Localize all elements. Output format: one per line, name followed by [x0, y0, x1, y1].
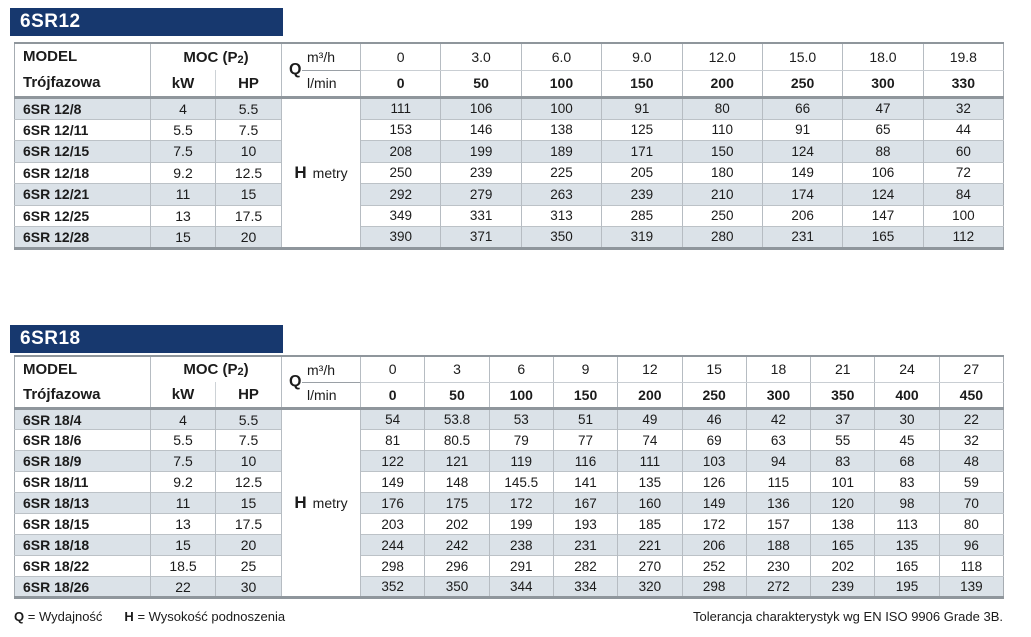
head-value-cell: 176	[361, 493, 425, 514]
flow-m3h-value: 27	[939, 356, 1003, 382]
head-meters-cell	[282, 409, 361, 598]
head-value-cell: 171	[602, 141, 682, 163]
hp-cell: 15	[216, 493, 282, 514]
hp-cell: 5.5	[216, 409, 282, 430]
head-value-cell: 91	[762, 119, 842, 141]
legend-q-text: = Wydajność	[27, 609, 103, 624]
legend-h-symbol: H	[124, 609, 134, 624]
head-value-cell: 119	[489, 451, 553, 472]
kw-cell: 5.5	[151, 119, 216, 141]
head-value-cell: 231	[553, 535, 617, 556]
table-row	[15, 451, 1004, 472]
head-value-cell: 250	[361, 162, 441, 184]
head-value-cell: 157	[746, 514, 810, 535]
head-value-cell: 118	[939, 556, 1003, 577]
head-value-cell: 165	[875, 556, 939, 577]
head-value-cell: 122	[361, 451, 425, 472]
hp-cell: 20	[216, 227, 282, 249]
flow-m3h-value: 18.0	[843, 43, 923, 70]
head-value-cell: 285	[602, 205, 682, 227]
kw-header: kW	[151, 382, 216, 408]
head-value-cell: 124	[843, 184, 923, 206]
flow-m3h-value: 9.0	[602, 43, 682, 70]
head-value-cell: 91	[602, 98, 682, 120]
head-value-cell: 54	[361, 409, 425, 430]
flow-lmin-value: 50	[425, 382, 489, 408]
table-row	[15, 409, 1004, 430]
legend	[14, 609, 307, 624]
head-value-cell: 165	[811, 535, 875, 556]
model-cell: 6SR 12/11	[15, 119, 151, 141]
head-value-cell: 150	[682, 141, 762, 163]
head-value-cell: 189	[521, 141, 601, 163]
flow-lmin-value: 100	[521, 70, 601, 97]
head-value-cell: 46	[682, 409, 746, 430]
legend-h-text: = Wysokość podnoszenia	[137, 609, 286, 624]
head-value-cell: 103	[682, 451, 746, 472]
head-value-cell: 206	[682, 535, 746, 556]
head-value-cell: 37	[811, 409, 875, 430]
q-symbol: Q	[289, 373, 302, 390]
flow-m3h-value: 0	[361, 356, 425, 382]
head-value-cell: 225	[521, 162, 601, 184]
kw-cell: 22	[151, 577, 216, 598]
kw-cell: 11	[151, 493, 216, 514]
head-value-cell: 100	[521, 98, 601, 120]
flow-m3h-value: 3.0	[441, 43, 521, 70]
head-value-cell: 96	[939, 535, 1003, 556]
head-value-cell: 139	[939, 577, 1003, 598]
model-cell: 6SR 18/26	[15, 577, 151, 598]
kw-cell: 9.2	[151, 162, 216, 184]
head-value-cell: 195	[875, 577, 939, 598]
flow-m3h-value: 15.0	[762, 43, 842, 70]
kw-cell: 18.5	[151, 556, 216, 577]
hp-cell: 20	[216, 535, 282, 556]
head-value-cell: 135	[618, 472, 682, 493]
flow-m3h-value: 12.0	[682, 43, 762, 70]
head-value-cell: 147	[843, 205, 923, 227]
head-value-cell: 175	[425, 493, 489, 514]
head-value-cell: 47	[843, 98, 923, 120]
head-value-cell: 100	[923, 205, 1003, 227]
kw-cell: 5.5	[151, 430, 216, 451]
table-header	[15, 43, 1004, 98]
head-value-cell: 167	[553, 493, 617, 514]
head-value-cell: 319	[602, 227, 682, 249]
flow-lmin-value: 400	[875, 382, 939, 408]
flow-m3h-value: 6	[489, 356, 553, 382]
flow-m3h-value: 24	[875, 356, 939, 382]
head-value-cell: 30	[875, 409, 939, 430]
hp-cell: 5.5	[216, 98, 282, 120]
h-symbol: H	[294, 162, 307, 182]
head-value-cell: 263	[521, 184, 601, 206]
flow-m3h-value: 12	[618, 356, 682, 382]
head-value-cell: 66	[762, 98, 842, 120]
flow-lmin-value: 0	[361, 70, 441, 97]
head-value-cell: 298	[361, 556, 425, 577]
hp-cell: 15	[216, 184, 282, 206]
head-value-cell: 83	[875, 472, 939, 493]
head-value-cell: 22	[939, 409, 1003, 430]
head-value-cell: 221	[618, 535, 682, 556]
head-value-cell: 72	[923, 162, 1003, 184]
kw-cell: 15	[151, 227, 216, 249]
hp-cell: 25	[216, 556, 282, 577]
head-value-cell: 70	[939, 493, 1003, 514]
head-value-cell: 199	[441, 141, 521, 163]
head-value-cell: 149	[361, 472, 425, 493]
flow-lmin-value: 200	[618, 382, 682, 408]
tolerance-note: Tolerancja charakterystyk wg EN ISO 9906 Grade 3B.	[693, 609, 1003, 624]
head-value-cell: 88	[843, 141, 923, 163]
head-value-cell: 313	[521, 205, 601, 227]
head-value-cell: 239	[602, 184, 682, 206]
head-value-cell: 208	[361, 141, 441, 163]
head-value-cell: 206	[762, 205, 842, 227]
hp-cell: 10	[216, 141, 282, 163]
flow-m3h-value: 15	[682, 356, 746, 382]
hp-header: HP	[216, 70, 282, 97]
head-value-cell: 279	[441, 184, 521, 206]
head-value-cell: 125	[602, 119, 682, 141]
head-value-cell: 111	[361, 98, 441, 120]
head-value-cell: 146	[441, 119, 521, 141]
hp-cell: 12.5	[216, 472, 282, 493]
head-value-cell: 202	[811, 556, 875, 577]
head-value-cell: 291	[489, 556, 553, 577]
head-value-cell: 83	[811, 451, 875, 472]
head-value-cell: 59	[939, 472, 1003, 493]
head-value-cell: 84	[923, 184, 1003, 206]
head-value-cell: 44	[923, 119, 1003, 141]
kw-cell: 7.5	[151, 141, 216, 163]
kw-cell: 9.2	[151, 472, 216, 493]
flow-m3h-value: 0	[361, 43, 441, 70]
head-value-cell: 239	[811, 577, 875, 598]
hp-cell: 12.5	[216, 162, 282, 184]
flow-m3h-value: 6.0	[521, 43, 601, 70]
head-value-cell: 138	[811, 514, 875, 535]
flow-m3h-value: 19.8	[923, 43, 1003, 70]
hp-cell: 17.5	[216, 205, 282, 227]
head-value-cell: 188	[746, 535, 810, 556]
head-value-cell: 205	[602, 162, 682, 184]
model-column-header	[15, 43, 151, 98]
model-cell: 6SR 18/13	[15, 493, 151, 514]
flow-lmin-value: 300	[746, 382, 810, 408]
head-value-cell: 252	[682, 556, 746, 577]
hp-cell: 7.5	[216, 430, 282, 451]
head-value-cell: 165	[843, 227, 923, 249]
head-value-cell: 153	[361, 119, 441, 141]
head-value-cell: 296	[425, 556, 489, 577]
table-row	[15, 184, 1004, 206]
hp-cell: 7.5	[216, 119, 282, 141]
m3h-unit-label: m³/h	[307, 49, 336, 65]
flow-lmin-value: 50	[441, 70, 521, 97]
kw-cell: 11	[151, 184, 216, 206]
head-value-cell: 141	[553, 472, 617, 493]
head-value-cell: 79	[489, 430, 553, 451]
model-cell: 6SR 12/15	[15, 141, 151, 163]
head-value-cell: 74	[618, 430, 682, 451]
table-row	[15, 141, 1004, 163]
head-value-cell: 230	[746, 556, 810, 577]
head-value-cell: 106	[843, 162, 923, 184]
flow-lmin-value: 200	[682, 70, 762, 97]
flow-header	[282, 356, 361, 409]
head-value-cell: 160	[618, 493, 682, 514]
head-value-cell: 349	[361, 205, 441, 227]
table-row	[15, 119, 1004, 141]
head-value-cell: 202	[425, 514, 489, 535]
head-value-cell: 352	[361, 577, 425, 598]
head-value-cell: 193	[553, 514, 617, 535]
model-cell: 6SR 12/8	[15, 98, 151, 120]
series-banner-6sr18: 6SR18	[10, 325, 283, 353]
head-value-cell: 239	[441, 162, 521, 184]
head-value-cell: 282	[553, 556, 617, 577]
kw-header: kW	[151, 70, 216, 97]
table-row	[15, 556, 1004, 577]
model-cell: 6SR 12/28	[15, 227, 151, 249]
phase-label: Trójfazowa	[23, 386, 101, 403]
head-value-cell: 68	[875, 451, 939, 472]
head-value-cell: 174	[762, 184, 842, 206]
performance-table-6sr12	[14, 42, 1004, 250]
head-value-cell: 101	[811, 472, 875, 493]
head-value-cell: 149	[762, 162, 842, 184]
flow-lmin-value: 350	[811, 382, 875, 408]
head-value-cell: 199	[489, 514, 553, 535]
head-value-cell: 32	[923, 98, 1003, 120]
model-label: MODEL	[23, 361, 78, 378]
head-value-cell: 55	[811, 430, 875, 451]
head-value-cell: 48	[939, 451, 1003, 472]
head-value-cell: 280	[682, 227, 762, 249]
head-value-cell: 242	[425, 535, 489, 556]
hp-header: HP	[216, 382, 282, 408]
q-symbol: Q	[289, 61, 302, 78]
legend-h	[124, 609, 285, 624]
model-cell: 6SR 18/18	[15, 535, 151, 556]
head-meters-cell	[282, 98, 361, 249]
flow-lmin-value: 300	[843, 70, 923, 97]
head-value-cell: 49	[618, 409, 682, 430]
head-value-cell: 80	[682, 98, 762, 120]
table-row	[15, 98, 1004, 120]
head-value-cell: 231	[762, 227, 842, 249]
table-body	[15, 98, 1004, 249]
h-symbol: H	[294, 493, 307, 512]
lmin-unit-label: l/min	[302, 382, 360, 406]
head-value-cell: 172	[489, 493, 553, 514]
m3h-unit-label: m³/h	[307, 362, 336, 378]
head-value-cell: 371	[441, 227, 521, 249]
table-row	[15, 514, 1004, 535]
power-header: MOC $(P_2)$	[151, 43, 282, 70]
head-value-cell: 331	[441, 205, 521, 227]
head-value-cell: 390	[361, 227, 441, 249]
head-value-cell: 136	[746, 493, 810, 514]
lmin-unit-label: l/min	[302, 70, 360, 95]
table-row	[15, 162, 1004, 184]
kw-cell: 4	[151, 98, 216, 120]
table-row	[15, 577, 1004, 598]
table-body	[15, 409, 1004, 598]
head-value-cell: 298	[682, 577, 746, 598]
head-value-cell: 42	[746, 409, 810, 430]
head-value-cell: 185	[618, 514, 682, 535]
head-value-cell: 112	[923, 227, 1003, 249]
head-value-cell: 334	[553, 577, 617, 598]
head-value-cell: 344	[489, 577, 553, 598]
model-label: MODEL	[23, 48, 78, 65]
table-row	[15, 430, 1004, 451]
series-banner-6sr12: 6SR12	[10, 8, 283, 36]
head-value-cell: 148	[425, 472, 489, 493]
hp-cell: 10	[216, 451, 282, 472]
head-value-cell: 45	[875, 430, 939, 451]
flow-lmin-value: 450	[939, 382, 1003, 408]
head-value-cell: 110	[682, 119, 762, 141]
h-unit-label: metry	[312, 495, 348, 511]
flow-m3h-value: 3	[425, 356, 489, 382]
head-value-cell: 113	[875, 514, 939, 535]
table-row	[15, 472, 1004, 493]
h-unit-label: metry	[312, 164, 348, 181]
model-cell: 6SR 12/18	[15, 162, 151, 184]
head-value-cell: 238	[489, 535, 553, 556]
kw-cell: 13	[151, 205, 216, 227]
flow-lmin-value: 250	[682, 382, 746, 408]
head-value-cell: 94	[746, 451, 810, 472]
head-value-cell: 53.8	[425, 409, 489, 430]
head-value-cell: 180	[682, 162, 762, 184]
head-value-cell: 320	[618, 577, 682, 598]
model-cell: 6SR 18/15	[15, 514, 151, 535]
head-value-cell: 80	[939, 514, 1003, 535]
flow-m3h-value: 21	[811, 356, 875, 382]
kw-cell: 13	[151, 514, 216, 535]
kw-cell: 7.5	[151, 451, 216, 472]
flow-m3h-value: 18	[746, 356, 810, 382]
model-cell: 6SR 18/22	[15, 556, 151, 577]
head-value-cell: 138	[521, 119, 601, 141]
model-cell: 6SR 12/21	[15, 184, 151, 206]
head-value-cell: 149	[682, 493, 746, 514]
head-value-cell: 69	[682, 430, 746, 451]
head-value-cell: 111	[618, 451, 682, 472]
head-value-cell: 120	[811, 493, 875, 514]
flow-m3h-value: 9	[553, 356, 617, 382]
model-cell: 6SR 12/25	[15, 205, 151, 227]
head-value-cell: 77	[553, 430, 617, 451]
model-column-header	[15, 356, 151, 409]
head-value-cell: 51	[553, 409, 617, 430]
table-row	[15, 205, 1004, 227]
head-value-cell: 65	[843, 119, 923, 141]
table-row	[15, 535, 1004, 556]
hp-cell: 17.5	[216, 514, 282, 535]
head-value-cell: 203	[361, 514, 425, 535]
head-value-cell: 172	[682, 514, 746, 535]
kw-cell: 15	[151, 535, 216, 556]
head-value-cell: 121	[425, 451, 489, 472]
flow-lmin-value: 150	[553, 382, 617, 408]
performance-table-6sr18	[14, 355, 1004, 599]
model-cell: 6SR 18/11	[15, 472, 151, 493]
head-value-cell: 350	[521, 227, 601, 249]
head-value-cell: 272	[746, 577, 810, 598]
kw-cell: 4	[151, 409, 216, 430]
head-value-cell: 250	[682, 205, 762, 227]
head-value-cell: 145.5	[489, 472, 553, 493]
legend-q	[14, 609, 102, 624]
flow-lmin-value: 100	[489, 382, 553, 408]
head-value-cell: 81	[361, 430, 425, 451]
head-value-cell: 270	[618, 556, 682, 577]
head-value-cell: 124	[762, 141, 842, 163]
phase-label: Trójfazowa	[23, 74, 101, 91]
model-cell: 6SR 18/6	[15, 430, 151, 451]
head-value-cell: 210	[682, 184, 762, 206]
flow-lmin-value: 330	[923, 70, 1003, 97]
hp-cell: 30	[216, 577, 282, 598]
flow-header	[282, 43, 361, 98]
head-value-cell: 126	[682, 472, 746, 493]
head-value-cell: 80.5	[425, 430, 489, 451]
head-value-cell: 292	[361, 184, 441, 206]
head-value-cell: 244	[361, 535, 425, 556]
power-header: MOC $(P_2)$	[151, 356, 282, 382]
model-cell: 6SR 18/4	[15, 409, 151, 430]
head-value-cell: 115	[746, 472, 810, 493]
head-value-cell: 53	[489, 409, 553, 430]
flow-lmin-value: 150	[602, 70, 682, 97]
head-value-cell: 350	[425, 577, 489, 598]
head-value-cell: 63	[746, 430, 810, 451]
table-row	[15, 227, 1004, 249]
table-header	[15, 356, 1004, 409]
head-value-cell: 60	[923, 141, 1003, 163]
head-value-cell: 135	[875, 535, 939, 556]
head-value-cell: 98	[875, 493, 939, 514]
flow-lmin-value: 0	[361, 382, 425, 408]
legend-q-symbol: Q	[14, 609, 25, 624]
table-row	[15, 493, 1004, 514]
model-cell: 6SR 18/9	[15, 451, 151, 472]
flow-lmin-value: 250	[762, 70, 842, 97]
footer	[14, 609, 1003, 624]
head-value-cell: 106	[441, 98, 521, 120]
head-value-cell: 116	[553, 451, 617, 472]
head-value-cell: 32	[939, 430, 1003, 451]
